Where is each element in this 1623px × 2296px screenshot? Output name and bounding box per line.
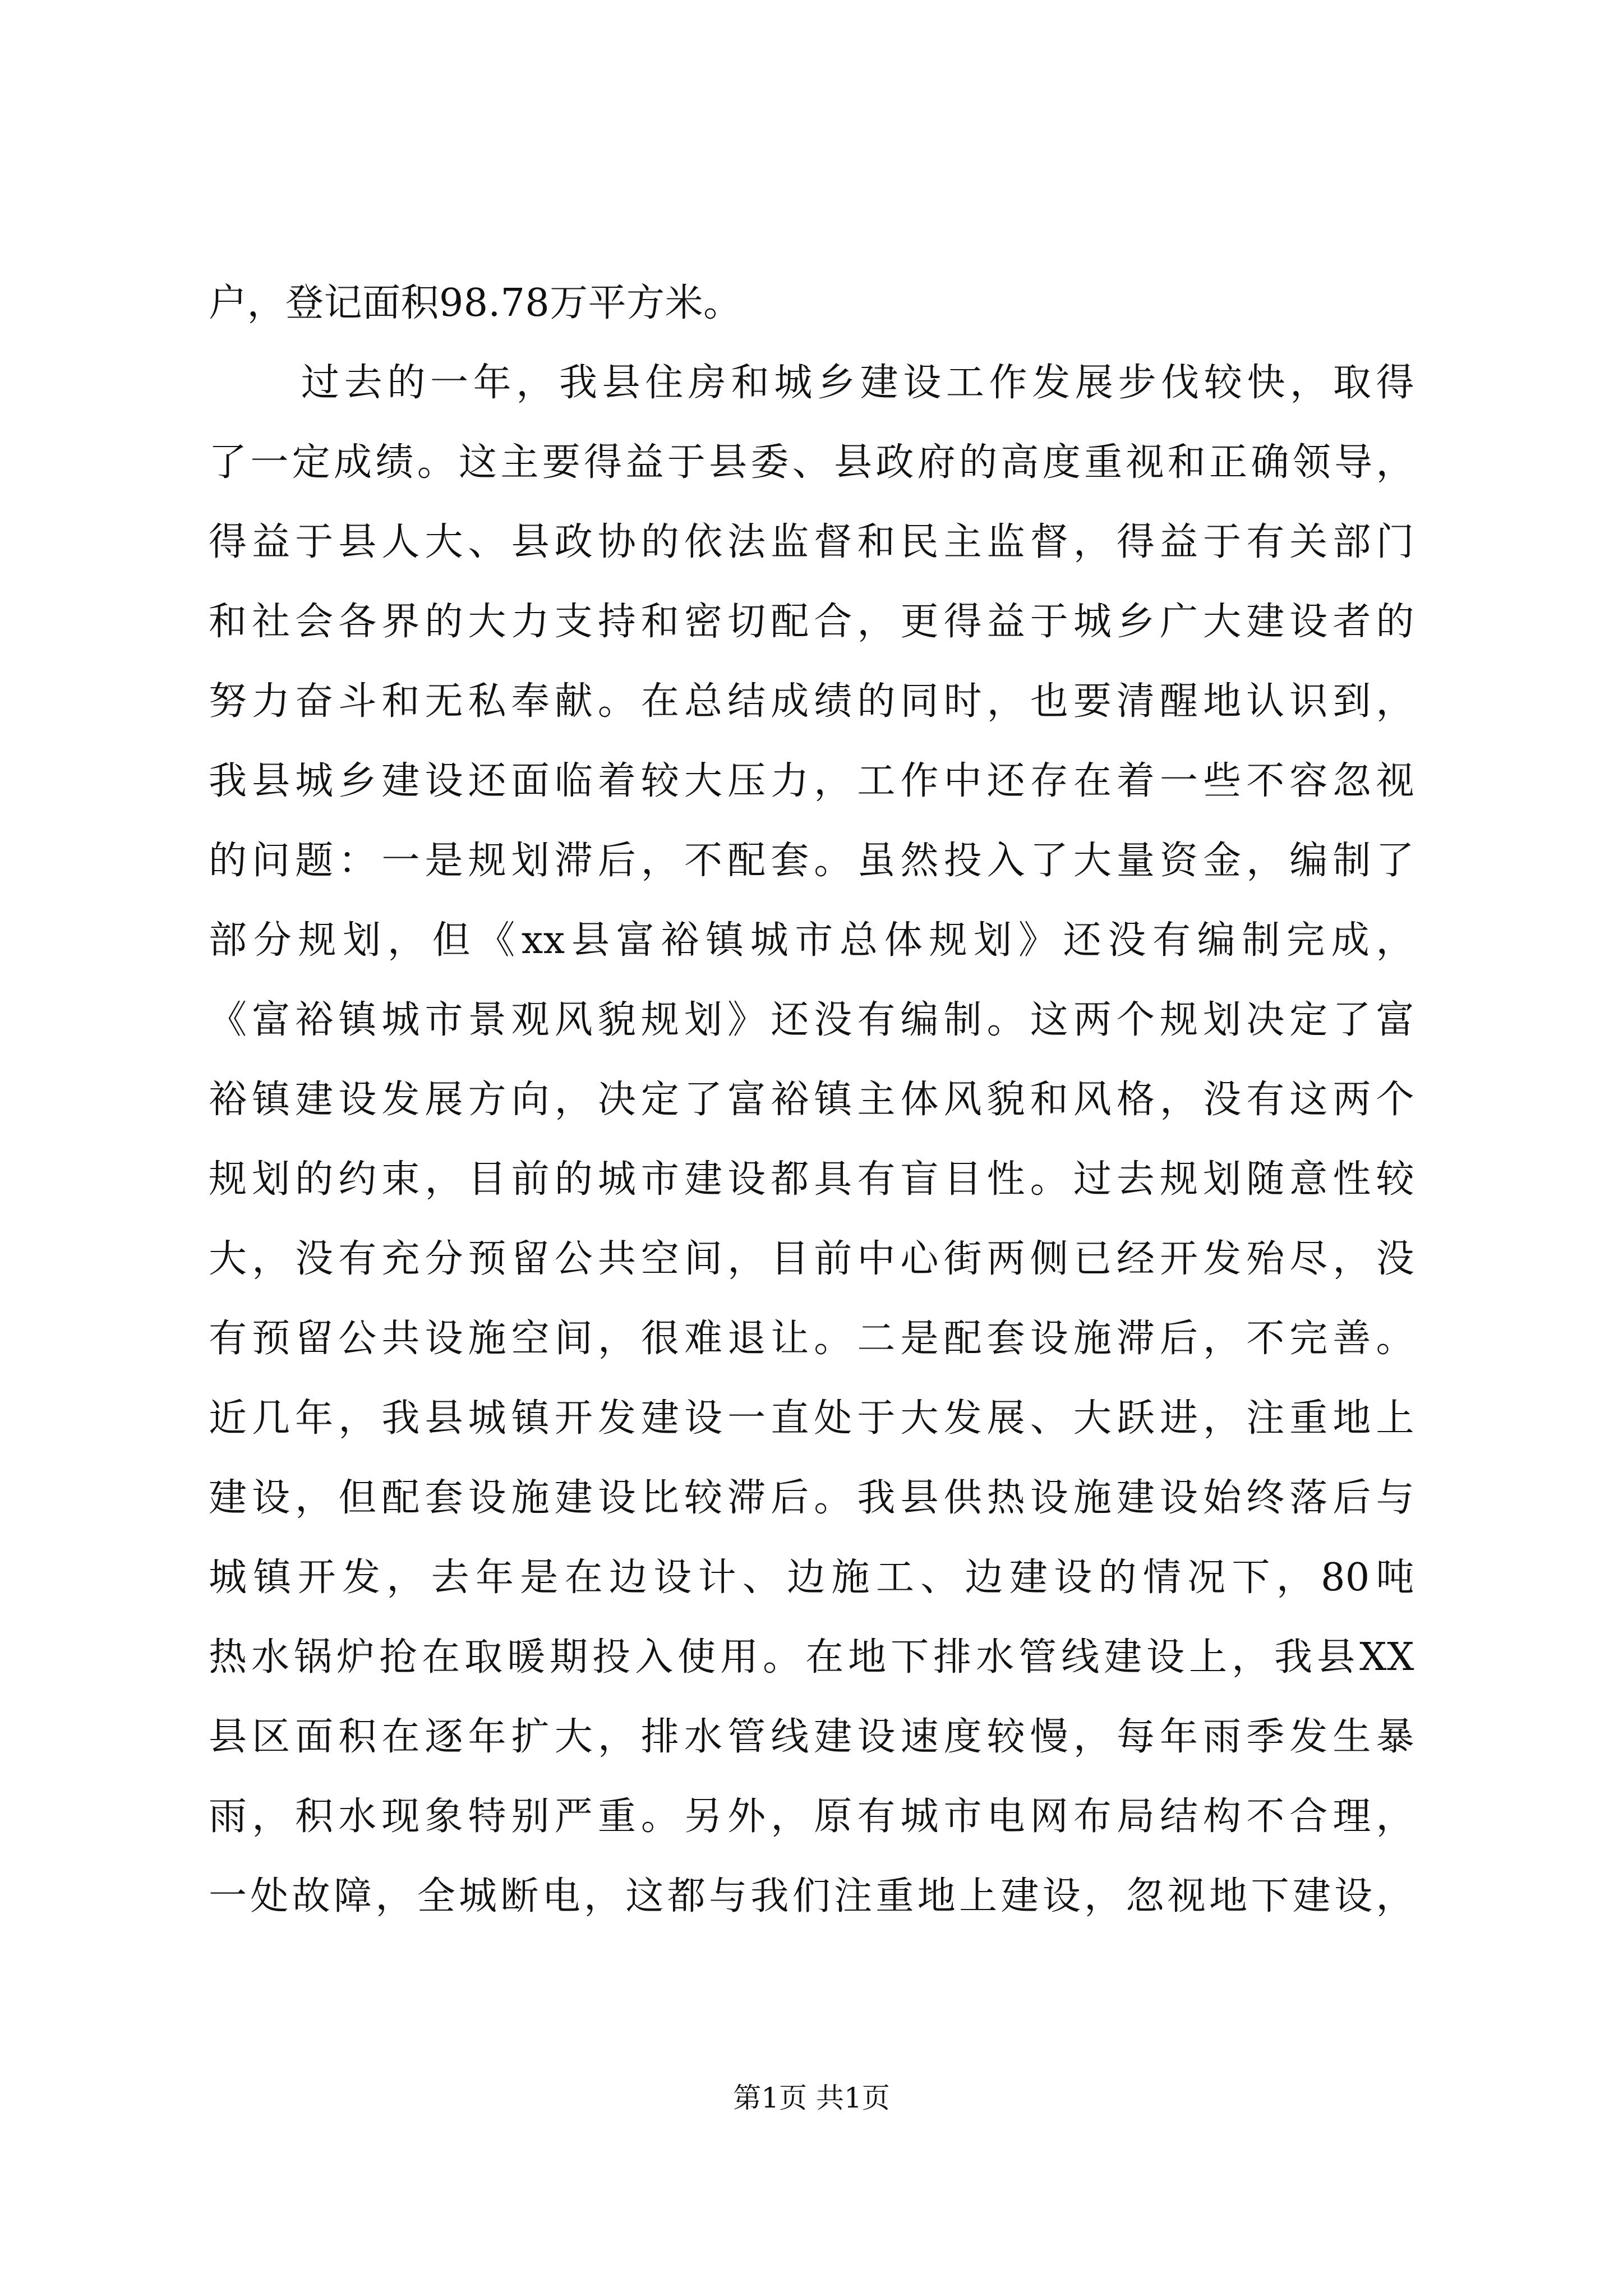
text-line: 城镇开发，去年是在边设计、边施工、边建设的情况下，80吨 — [209, 1556, 1414, 1600]
text-line: 一处故障，全城断电，这都与我们注重地上建设，忽视地下建设， — [209, 1874, 1414, 1918]
text-line: 建设，但配套设施建设比较滞后。我县供热设施建设始终落后与 — [209, 1476, 1414, 1520]
text-line: 县区面积在逐年扩大，排水管线建设速度较慢，每年雨季发生暴 — [209, 1715, 1414, 1759]
text-line: 热水锅炉抢在取暖期投入使用。在地下排水管线建设上，我县XX — [209, 1635, 1414, 1680]
text-line: 户，登记面积98.78万平方米。 — [209, 281, 742, 325]
text-line: 部分规划，但《xx县富裕镇城市总体规划》还没有编制完成， — [209, 918, 1414, 963]
page-number-label: 第1页 共1页 — [733, 2082, 890, 2114]
text-line: 和社会各界的大力支持和密切配合，更得益于城乡广大建设者的 — [209, 600, 1414, 644]
text-line: 我县城乡建设还面临着较大压力，工作中还存在着一些不容忽视 — [209, 759, 1414, 803]
text-line: 了一定成绩。这主要得益于县委、县政府的高度重视和正确领导， — [209, 440, 1414, 485]
text-line: 规划的约束，目前的城市建设都具有盲目性。过去规划随意性较 — [209, 1157, 1414, 1202]
text-line: 得益于县人大、县政协的依法监督和民主监督，得益于有关部门 — [209, 520, 1414, 564]
page-footer — [0, 2078, 1623, 2118]
text-line: 的问题：一是规划滞后，不配套。虽然投入了大量资金，编制了 — [209, 839, 1414, 883]
text-line: 有预留公共设施空间，很难退让。二是配套设施滞后，不完善。 — [209, 1317, 1414, 1361]
text-line: 《富裕镇城市景观风貌规划》还没有编制。这两个规划决定了富 — [209, 998, 1414, 1042]
text-line: 过去的一年，我县住房和城乡建设工作发展步伐较快，取得 — [301, 361, 1414, 405]
text-line: 裕镇建设发展方向，决定了富裕镇主体风貌和风格，没有这两个 — [209, 1078, 1414, 1122]
text-line: 雨，积水现象特别严重。另外，原有城市电网布局结构不合理， — [209, 1795, 1414, 1839]
text-line: 近几年，我县城镇开发建设一直处于大发展、大跃进，注重地上 — [209, 1396, 1414, 1441]
text-line: 大，没有充分预留公共空间，目前中心街两侧已经开发殆尽，没 — [209, 1237, 1414, 1281]
text-line: 努力奋斗和无私奉献。在总结成绩的同时，也要清醒地认识到， — [209, 679, 1414, 724]
document-body — [209, 264, 1414, 1936]
